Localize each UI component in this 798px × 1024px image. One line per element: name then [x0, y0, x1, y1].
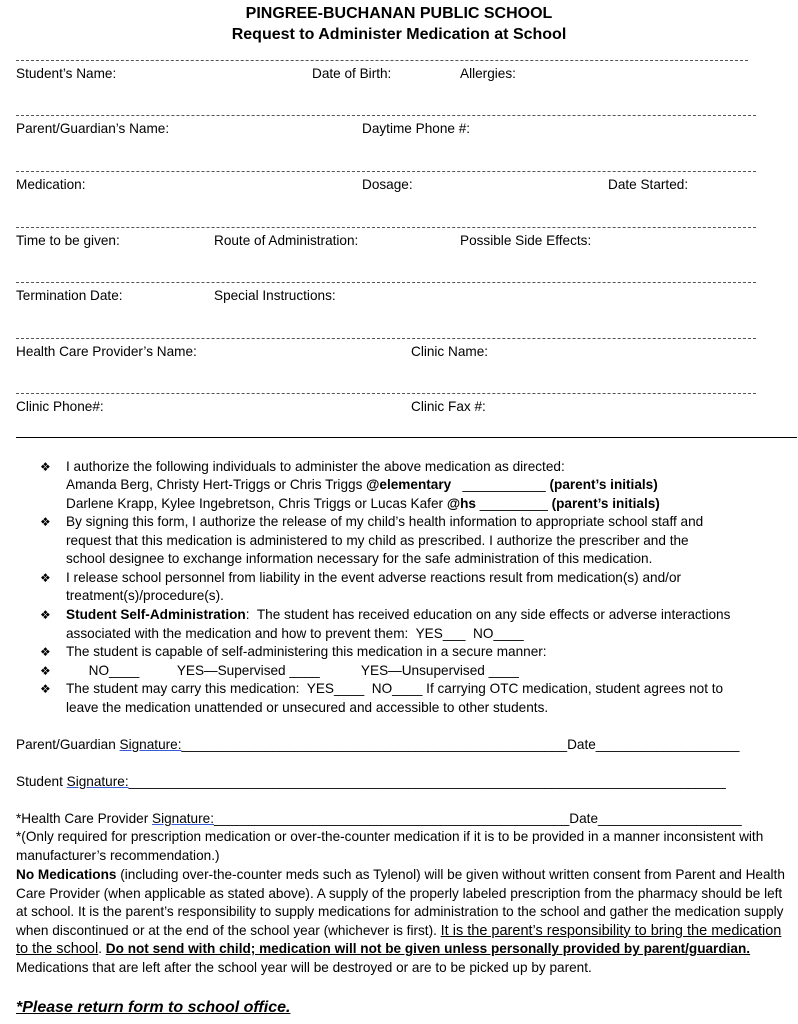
- route-field[interactable]: Route of Administration:: [214, 233, 359, 248]
- bullet-icon: ❖: [40, 515, 51, 529]
- self-administration-text: Student Self-Administration: The student has received education on any side effects or adverse interactions: [66, 607, 731, 622]
- clinic-fax-field[interactable]: Clinic Fax #:: [411, 399, 486, 414]
- dosage-field[interactable]: Dosage:: [362, 177, 413, 192]
- clinic-phone-field[interactable]: Clinic Phone#:: [16, 399, 104, 414]
- release-info-text: request that this medication is administered to my child as prescribed. I authorize the prescriber and the: [66, 533, 689, 548]
- medication-field[interactable]: Medication:: [16, 177, 86, 192]
- provider-name-field[interactable]: Health Care Provider’s Name:: [16, 344, 197, 359]
- bullet-icon: ❖: [40, 645, 51, 659]
- clinic-name-field[interactable]: Clinic Name:: [411, 344, 489, 359]
- liability-text: treatment(s)/procedure(s).: [66, 588, 224, 603]
- form-title: Request to Administer Medication at School: [231, 26, 567, 43]
- self-administration-choice[interactable]: associated with the medication and how to prevent them: YES___ NO____: [66, 626, 524, 641]
- hs-staff-line: Darlene Krapp, Kylee Ingebretson, Chris Triggs or Lucas Kafer @hs _________ (parent’s initials): [66, 496, 660, 511]
- supervision-choice[interactable]: NO____ YES—Supervised ____ YES—Unsupervised ____: [66, 663, 519, 678]
- carry-medication-text[interactable]: The student may carry this medication: YES____ NO____ If carrying OTC medication, student agrees not to: [66, 681, 724, 696]
- elementary-staff-line: Amanda Berg, Christy Hert-Triggs or Chris Triggs @elementary ___________ (parent’s initials): [66, 477, 658, 492]
- school-name: PINGREE-BUCHANAN PUBLIC SCHOOL: [245, 5, 553, 22]
- policy-paragraph: No Medications (including over-the-counter meds such as Tylenol) will be given without written consent from Parent and Health Care Provider (when applicable as stated above). A supply of the properly labeled prescription from the pharmacy should be left at school. It is the parent’s responsibility to supply medications for administration to the school and gather the medication supply when discontinued or at the end of the school year (whichever is first). It is the parent’s responsibility to bring the medication to the school. Do not send with child; medication will not be given unless personally provided by parent/guardian. Medications that are left after the school year will be destroyed or are to be picked up by parent.: [16, 867, 785, 975]
- allergies-field[interactable]: Allergies:: [460, 66, 516, 81]
- return-form-notice: *Please return form to school office.: [16, 999, 291, 1016]
- hcp-signature-line[interactable]: *Health Care Provider Signature:_______________________________________________Date___________________: [16, 811, 742, 826]
- time-given-field[interactable]: Time to be given:: [16, 233, 120, 248]
- bullet-icon: ❖: [40, 682, 51, 696]
- carry-medication-text: leave the medication unattended or unsecured and accessible to other students.: [66, 700, 549, 715]
- special-instructions-field[interactable]: Special Instructions:: [214, 288, 336, 303]
- field-line: [16, 60, 748, 61]
- field-line: [16, 282, 756, 283]
- authorize-text: I authorize the following individuals to administer the above medication as directed:: [66, 459, 565, 474]
- date-started-field[interactable]: Date Started:: [608, 177, 689, 192]
- section-divider: [16, 437, 797, 438]
- parent-signature-line[interactable]: Parent/Guardian Signature:___________________________________________________Date___________________: [16, 737, 740, 752]
- field-line: [16, 115, 756, 116]
- bullet-icon: ❖: [40, 664, 51, 678]
- termination-date-field[interactable]: Termination Date:: [16, 288, 123, 303]
- student-name-field[interactable]: Student’s Name:: [16, 66, 117, 81]
- bullet-icon: ❖: [40, 460, 51, 474]
- bullet-icon: ❖: [40, 608, 51, 622]
- release-info-text: school designee to exchange information necessary for the safe administration of this medication.: [66, 551, 653, 566]
- field-line: [16, 338, 756, 339]
- capable-text: The student is capable of self-administering this medication in a secure manner:: [66, 644, 547, 659]
- elementary-initials-field[interactable]: ___________: [451, 477, 550, 492]
- side-effects-field[interactable]: Possible Side Effects:: [460, 233, 592, 248]
- field-line: [16, 171, 756, 172]
- daytime-phone-field[interactable]: Daytime Phone #:: [362, 121, 471, 136]
- hcp-note: *(Only required for prescription medication or over-the-counter medication if it is to be provided in a manner inconsistent with manufacturer’s recommendation.): [16, 829, 764, 863]
- hs-initials-field[interactable]: _________: [475, 496, 552, 511]
- field-line: [16, 393, 756, 394]
- field-line: [16, 227, 756, 228]
- bullet-icon: ❖: [40, 571, 51, 585]
- student-signature-line[interactable]: Student Signature:_______________________________________________________________________________: [16, 774, 726, 789]
- liability-text: I release school personnel from liability in the event adverse reactions result from medication(s) and/or: [66, 570, 682, 585]
- dob-field[interactable]: Date of Birth:: [312, 66, 392, 81]
- parent-name-field[interactable]: Parent/Guardian’s Name:: [16, 121, 170, 136]
- release-info-text: By signing this form, I authorize the release of my child’s health information to appropriate school staff and: [66, 514, 704, 529]
